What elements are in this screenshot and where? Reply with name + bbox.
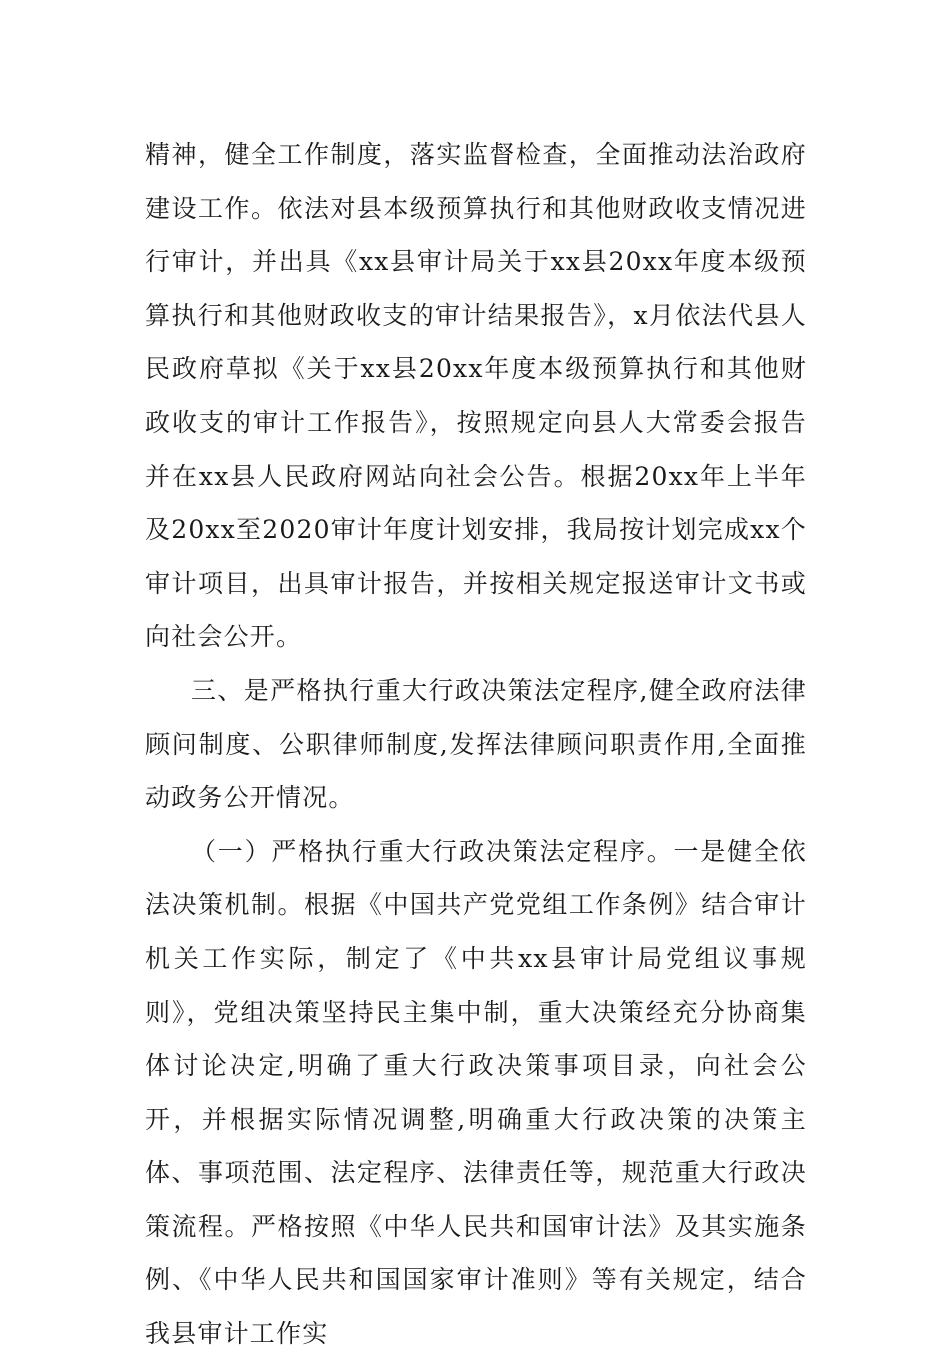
paragraph-1: 精神，健全工作制度，落实监督检查，全面推动法治政府建设工作。依法对县本级预算执行和其他财政收支情况进行审计，并出具《xx县审计局关于xx县20xx年度本级预算执行和其他财政收支的审计结果报告》，x月依法代县人民政府草拟《关于xx县20xx年度本级预算执行和其他财政收支的审计工作报告》，按照规定向县人大常委会报告并在xx县人民政府网站向社会公告。根据20xx年上半年及20xx至2020审计年度计划安排，我局按计划完成xx个审计项目，出具审计报告，并按相关规定报送审计文书或向社会公开。 <box>145 140 807 652</box>
paragraph-3: （一）严格执行重大行政决策法定程序。一是健全依法决策机制。根据《中国共产党党组工作条例》结合审计机关工作实际，制定了《中共xx县审计局党组议事规则》，党组决策坚持民主集中制，重大决策经充分协商集体讨论决定,明确了重大行政决策事项目录，向社会公开，并根据实际情况调整,明确重大行政决策的决策主体、事项范围、法定程序、法律责任等，规范重大行政决策流程。严格按照《中华人民共和国审计法》及其实施条例、《中华人民共和国国家审计准则》等有关规定，结合我县审计工作实 <box>145 836 807 1349</box>
document-body <box>145 128 807 1361</box>
paragraph-2: 三、是严格执行重大行政决策法定程序,健全政府法律顾问制度、公职律师制度,发挥法律顾问职责作用,全面推动政务公开情况。 <box>145 675 807 813</box>
